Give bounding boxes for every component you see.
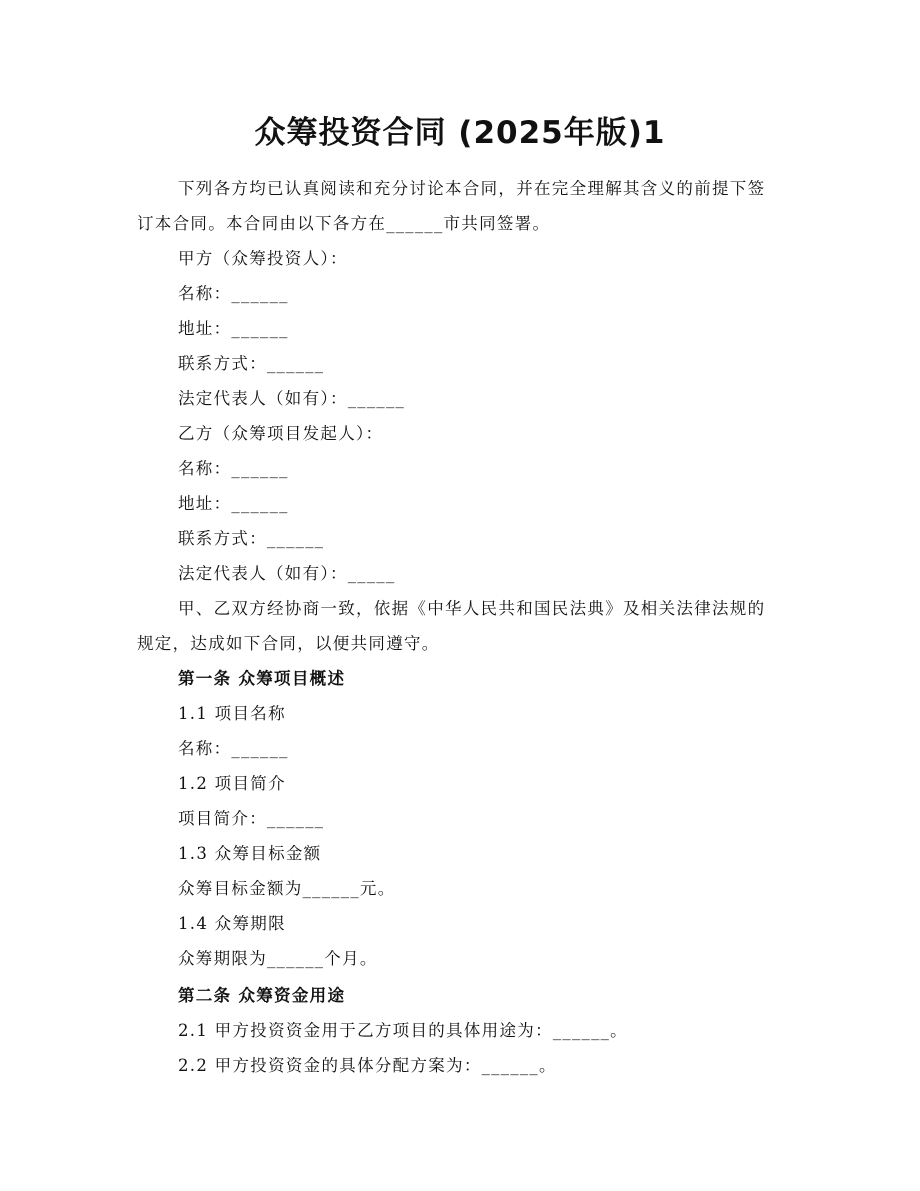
party-a-legal-rep: 法定代表人（如有）：______ — [178, 389, 406, 408]
intro-line-1: 下列各方均已认真阅读和充分讨论本合同，并在完全理解其含义的前提下签 — [178, 179, 766, 198]
article-1-1-body: 名称：______ — [178, 739, 289, 758]
article-1-2-title: 1.2 项目简介 — [178, 774, 286, 793]
party-a-name: 名称：______ — [178, 284, 289, 303]
agreement-line-1: 甲、乙双方经协商一致，依据《中华人民共和国民法典》及相关法律法规的 — [178, 599, 766, 618]
party-b-legal-rep: 法定代表人（如有）：_____ — [178, 564, 396, 583]
agreement-line-2: 规定，达成如下合同，以便共同遵守。 — [137, 634, 440, 653]
party-b-contact: 联系方式：______ — [178, 529, 325, 548]
article-1-heading: 第一条 众筹项目概述 — [178, 669, 346, 688]
party-a-heading: 甲方（众筹投资人）： — [178, 249, 348, 268]
intro-line-2: 订本合同。本合同由以下各方在______市共同签署。 — [137, 214, 551, 233]
article-1-4-body: 众筹期限为______个月。 — [178, 949, 378, 968]
article-2-heading: 第二条 众筹资金用途 — [178, 986, 346, 1005]
party-b-address: 地址：______ — [178, 494, 289, 513]
article-1-3-body: 众筹目标金额为______元。 — [178, 879, 396, 898]
party-a-address: 地址：______ — [178, 319, 289, 338]
article-1-2-body: 项目简介：______ — [178, 809, 325, 828]
article-1-3-title: 1.3 众筹目标金额 — [178, 844, 322, 863]
party-b-heading: 乙方（众筹项目发起人）： — [178, 424, 384, 443]
party-b-name: 名称：______ — [178, 459, 289, 478]
article-2-1: 2.1 甲方投资资金用于乙方项目的具体用途为：______。 — [178, 1021, 628, 1040]
document-title: 众筹投资合同 (2025年版)1 — [254, 115, 666, 151]
article-1-4-title: 1.4 众筹期限 — [178, 914, 286, 933]
party-a-contact: 联系方式：______ — [178, 354, 325, 373]
article-1-1-title: 1.1 项目名称 — [178, 704, 286, 723]
article-2-2: 2.2 甲方投资资金的具体分配方案为：______。 — [178, 1056, 557, 1075]
